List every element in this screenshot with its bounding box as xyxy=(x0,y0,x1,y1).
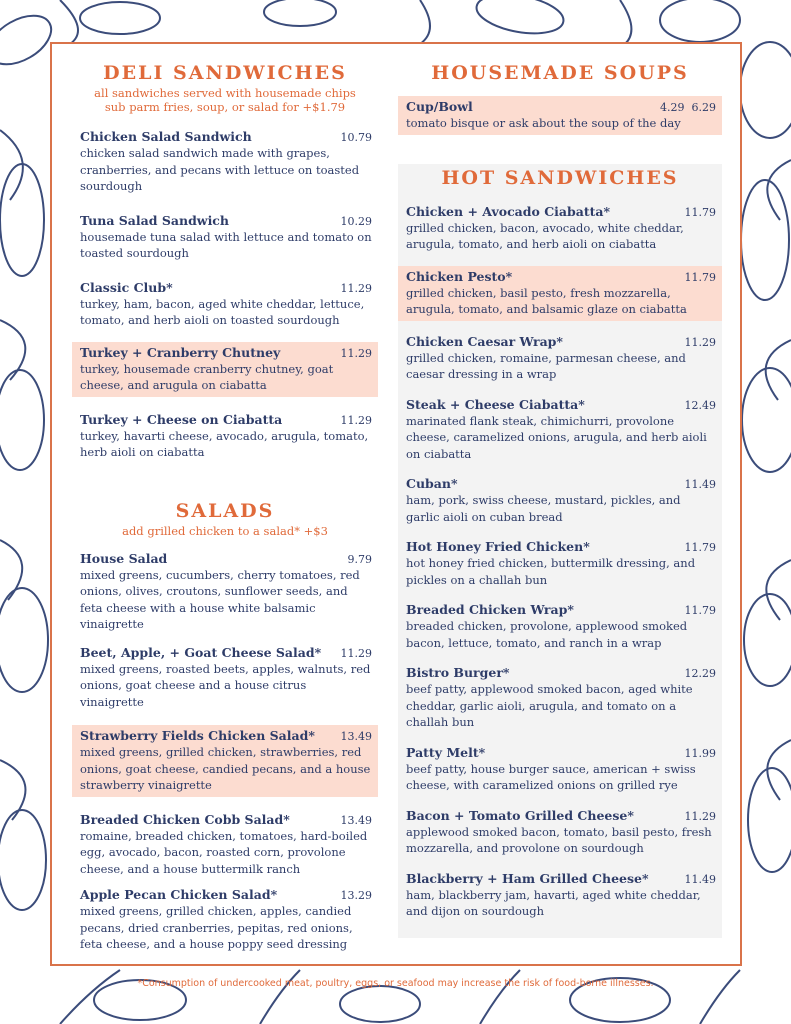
item-name: Tuna Salad Sandwich xyxy=(80,212,230,228)
item-price: 13.29 xyxy=(340,889,372,902)
deli-subtitle-1: all sandwiches served with housemade chips xyxy=(94,86,356,100)
item-price: 13.49 xyxy=(340,730,372,743)
item-name: Strawberry Fields Chicken Salad* xyxy=(80,728,315,743)
item-description: mixed greens, roasted beets, apples, walnuts, red onions, goat cheese and a house citrus vinaigrette xyxy=(80,661,371,709)
item-description: grilled chicken, romaine, parmesan cheese, and caesar dressing in a wrap xyxy=(406,350,686,381)
item-name: Breaded Chicken Wrap* xyxy=(406,602,574,617)
item-description: breaded chicken, provolone, applewood smoked bacon, lettuce, tomato, and ranch in a wrap xyxy=(406,619,688,650)
menu-item xyxy=(398,201,722,256)
menu-item-featured xyxy=(398,266,722,321)
item-description: turkey, havarti cheese, avocado, arugula, tomato, herb aioli on ciabatta xyxy=(80,428,369,459)
left-column xyxy=(72,60,378,956)
item-name: Cuban* xyxy=(406,476,458,491)
menu-item-featured xyxy=(72,725,378,797)
item-price: 11.29 xyxy=(340,646,372,660)
menu-item xyxy=(72,809,378,881)
item-name: Bistro Burger* xyxy=(406,665,510,680)
menu-item xyxy=(72,126,378,198)
item-price: 11.79 xyxy=(684,541,716,554)
menu-item xyxy=(72,277,378,332)
food-safety-disclaimer: *Consumption of undercooked meat, poultry, eggs, or seafood may increase the risk of food-borne illnesses. xyxy=(137,978,654,989)
menu-item-featured xyxy=(72,342,378,397)
item-name: Apple Pecan Chicken Salad* xyxy=(80,887,278,902)
item-name: Beet, Apple, + Goat Cheese Salad* xyxy=(80,644,322,660)
item-name: Blackberry + Ham Grilled Cheese* xyxy=(406,870,649,886)
item-price: 11.29 xyxy=(340,281,372,295)
item-description: ham, pork, swiss cheese, mustard, pickles, and garlic aioli on cuban bread xyxy=(406,493,681,524)
item-name: Classic Club* xyxy=(80,279,173,295)
menu-item xyxy=(398,662,722,734)
item-description: hot honey fried chicken, buttermilk dressing, and pickles on a challah bun xyxy=(406,556,696,587)
item-name: House Salad xyxy=(80,550,168,566)
item-name: Chicken Salad Sandwich xyxy=(80,129,252,144)
menu-item xyxy=(398,536,722,591)
item-price: 12.49 xyxy=(684,398,716,412)
hot-sandwiches-title: HOT SANDWICHES xyxy=(441,166,679,189)
soups-title: HOUSEMADE SOUPS xyxy=(431,62,689,84)
menu-item xyxy=(398,805,722,860)
item-name: Breaded Chicken Cobb Salad* xyxy=(80,811,290,827)
item-description: turkey, housemade cranberry chutney, goat cheese, and arugula on ciabatta xyxy=(80,361,334,392)
item-price: 11.29 xyxy=(684,335,716,349)
item-description: chicken salad sandwich made with grapes, cranberries, and pecans with lettuce on toasted sourdough xyxy=(80,146,360,193)
item-price: 13.49 xyxy=(340,813,372,827)
item-description: grilled chicken, basil pesto, fresh mozzarella, arugula, tomato, and balsamic glaze on ciabatta xyxy=(406,285,687,316)
item-price: 9.79 xyxy=(347,552,372,566)
menu-item xyxy=(398,742,722,797)
item-description: tomato bisque or ask about the soup of the day xyxy=(406,116,681,130)
deli-subtitle-2: sub parm fries, soup, or salad for +$1.79 xyxy=(104,100,346,114)
item-price: 11.99 xyxy=(684,746,716,760)
menu-item xyxy=(398,394,722,466)
item-name: Bacon + Tomato Grilled Cheese* xyxy=(406,807,634,823)
item-name: Chicken Caesar Wrap* xyxy=(406,333,563,349)
item-name: Chicken + Avocado Ciabatta* xyxy=(406,203,611,219)
item-name: Cup/Bowl xyxy=(406,99,473,114)
item-description: marinated flank steak, chimichurri, provolone cheese, caramelized onions, arugula, and herb aioli on ciabatta xyxy=(406,413,707,461)
item-name: Turkey + Cranberry Chutney xyxy=(80,344,281,360)
item-name: Turkey + Cheese on Ciabatta xyxy=(80,411,283,427)
menu-item xyxy=(72,548,378,636)
menu-item xyxy=(398,599,722,654)
item-description: ham, blackberry jam, havarti, aged white cheddar, and dijon on sourdough xyxy=(406,887,701,918)
item-name: Hot Honey Fried Chicken* xyxy=(406,539,590,554)
item-price: 11.29 xyxy=(684,809,716,823)
item-description: grilled chicken, bacon, avocado, white cheddar, arugula, tomato, and herb aioli on ciabatta xyxy=(406,220,684,251)
item-name: Steak + Cheese Ciabatta* xyxy=(406,396,585,412)
item-description: mixed greens, cucumbers, cherry tomatoes, red onions, olives, croutons, sunflower seeds, and feta cheese with a house white balsamic vinaigrette xyxy=(80,567,360,631)
item-price: 10.29 xyxy=(340,214,372,228)
right-column xyxy=(398,60,722,923)
item-name: Chicken Pesto* xyxy=(406,268,513,284)
item-price: 11.49 xyxy=(684,872,716,886)
item-price: 11.79 xyxy=(684,604,716,617)
menu-item xyxy=(72,409,378,464)
item-description: mixed greens, grilled chicken, strawberries, red onions, goat cheese, candied pecans, and a house strawberry vinaigrette xyxy=(80,745,371,792)
menu-item xyxy=(398,473,722,528)
menu-item xyxy=(398,331,722,386)
item-description: applewood smoked bacon, tomato, basil pesto, fresh mozzarella, and provolone on sourdough xyxy=(406,824,712,855)
salads-title: SALADS xyxy=(175,499,275,522)
item-description: beef patty, house burger sauce, american + swiss cheese, with caramelized onions on grilled rye xyxy=(406,761,696,792)
menu-item xyxy=(398,868,722,923)
item-name: Patty Melt* xyxy=(406,744,486,760)
item-price: 11.29 xyxy=(340,346,372,360)
menu-item-featured xyxy=(398,96,722,135)
item-price: 11.49 xyxy=(684,478,716,491)
deli-title: DELI SANDWICHES xyxy=(103,62,347,84)
item-description: housemade tuna salad with lettuce and tomato on toasted sourdough xyxy=(80,229,372,260)
item-description: mixed greens, grilled chicken, apples, candied pecans, dried cranberries, pepitas, red onions, feta cheese, and a house poppy seed dressing xyxy=(80,904,353,951)
item-description: romaine, breaded chicken, tomatoes, hard-boiled egg, avocado, bacon, roasted corn, provolone cheese, and a house buttermilk ranch xyxy=(80,828,368,876)
menu-item xyxy=(72,642,378,714)
item-description: turkey, ham, bacon, aged white cheddar, lettuce, tomato, and herb aioli on toasted sourdough xyxy=(80,296,365,327)
salads-subtitle: add grilled chicken to a salad* +$3 xyxy=(122,523,328,538)
item-price: 11.79 xyxy=(684,270,716,284)
item-price: 4.29 6.29 xyxy=(660,101,716,114)
item-price: 12.29 xyxy=(684,667,716,680)
item-price: 11.29 xyxy=(340,413,372,427)
item-price: 10.79 xyxy=(340,131,372,144)
menu-item xyxy=(72,884,378,956)
menu-item xyxy=(72,210,378,265)
item-price: 11.79 xyxy=(684,205,716,219)
item-description: beef patty, applewood smoked bacon, aged white cheddar, garlic aioli, arugula, and tomato on a challah bun xyxy=(406,682,693,729)
